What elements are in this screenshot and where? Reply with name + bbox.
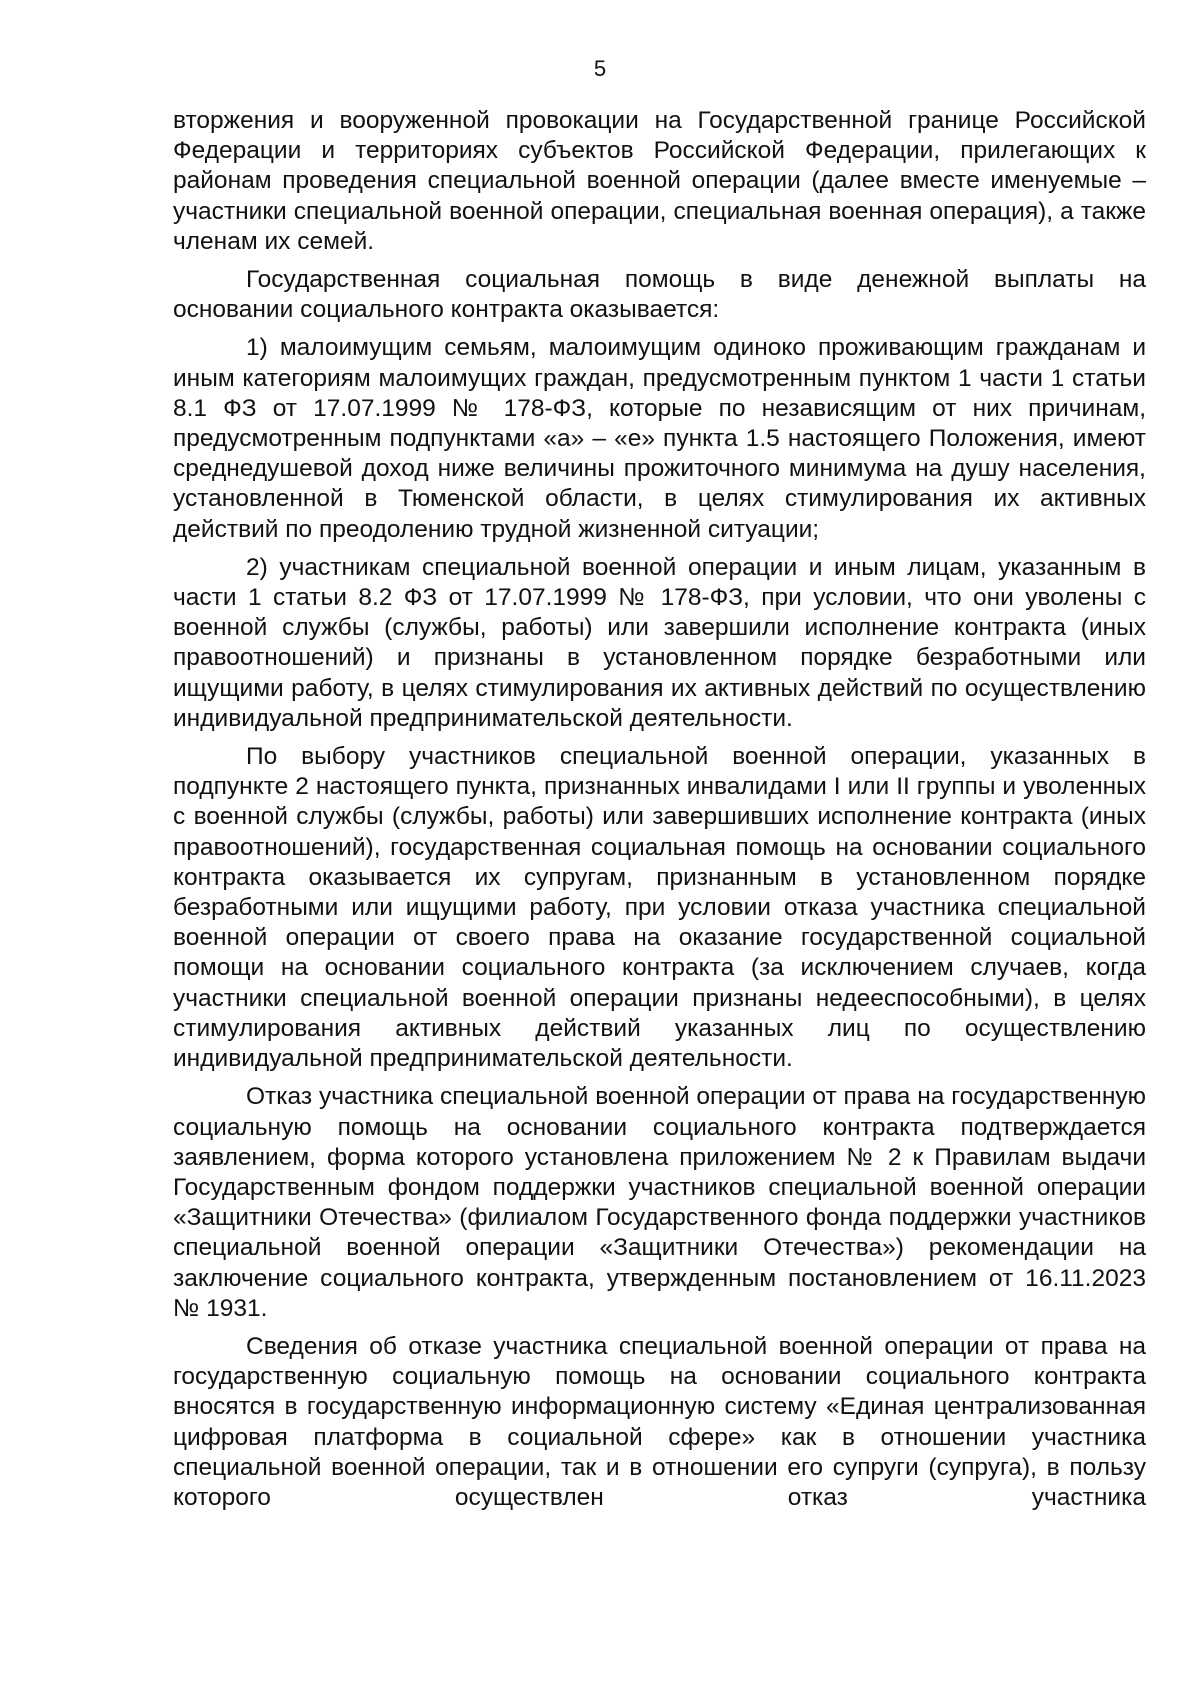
- paragraph-social-assistance-intro: Государственная социальная помощь в виде денежной выплаты на основании социального контракта оказывается:: [173, 266, 1146, 324]
- page-number: 5: [593, 56, 607, 81]
- paragraph-item-1: 1) малоимущим семьям, малоимущим одиноко проживающим гражданам и иным категориям малоимущих граждан, предусмотренным пунктом 1 части 1 статьи 8.1 ФЗ от 17.07.1999 № 178-ФЗ, которые по независящим от них причинам, предусмотренным подпунктами «а» – «е» пункта 1.5 настоящего Положения, имеют среднедушевой доход ниже величины прожиточного минимума на душу населения, установленной в Тюменской области, в целях стимулирования их активных действий по преодолению трудной жизненной ситуации;: [173, 334, 1146, 543]
- paragraph-refusal-records: Сведения об отказе участника специальной военной операции от права на государственную социальную помощь на основании социального контракта вносятся в государственную информационную систему «Единая централизованная цифровая платформа в социальной сфере» как в отношении участника специальной военной операции, так и в отношении его супруги (супруга), в пользу которого осуществлен отказ участника: [173, 1332, 1146, 1511]
- paragraph-continuation: вторжения и вооруженной провокации на Государственной границе Российской Федерации и территориях субъектов Российской Федерации, прилегающих к районам проведения специальной военной операции (далее вместе именуемые – участники специальной военной операции, специальная военная операция), а также членам их семей.: [173, 107, 1146, 255]
- paragraph-refusal-statement: Отказ участника специальной военной операции от права на государственную социальную помощь на основании социального контракта подтверждается заявлением, форма которого установлена приложением № 2 к Правилам выдачи Государственным фондом поддержки участников специальной военной операции «Защитники Отечества» (филиалом Государственного фонда поддержки участников специальной военной операции «Защитники Отечества») рекомендации на заключение социального контракта, утвержденным постановлением от 16.11.2023 № 1931.: [173, 1083, 1146, 1322]
- paragraph-item-2: 2) участникам специальной военной операции и иным лицам, указанным в части 1 статьи 8.2 ФЗ от 17.07.1999 № 178-ФЗ, при условии, что они уволены с военной службы (службы, работы) или завершили исполнение контракта (иных правоотношений) и признаны в установленном порядке безработными или ищущими работу, в целях стимулирования их активных действий по осуществлению индивидуальной предпринимательской деятельности.: [173, 553, 1146, 732]
- document-body: [173, 106, 1146, 1513]
- paragraph-spouse-choice: По выбору участников специальной военной операции, указанных в подпункте 2 настоящего пункта, признанных инвалидами I или II группы и уволенных с военной службы (службы, работы) или завершивших исполнение контракта (иных правоотношений), государственная социальная помощь на основании социального контракта оказывается их супругам, признанным в установленном порядке безработными или ищущими работу, при условии отказа участника специальной военной операции от своего права на оказание государственной социальной помощи на основании социального контракта (за исключением случаев, когда участники специальной военной операции признаны недееспособными), в целях стимулирования активных действий указанных лиц по осуществлению индивидуальной предпринимательской деятельности.: [173, 743, 1146, 1073]
